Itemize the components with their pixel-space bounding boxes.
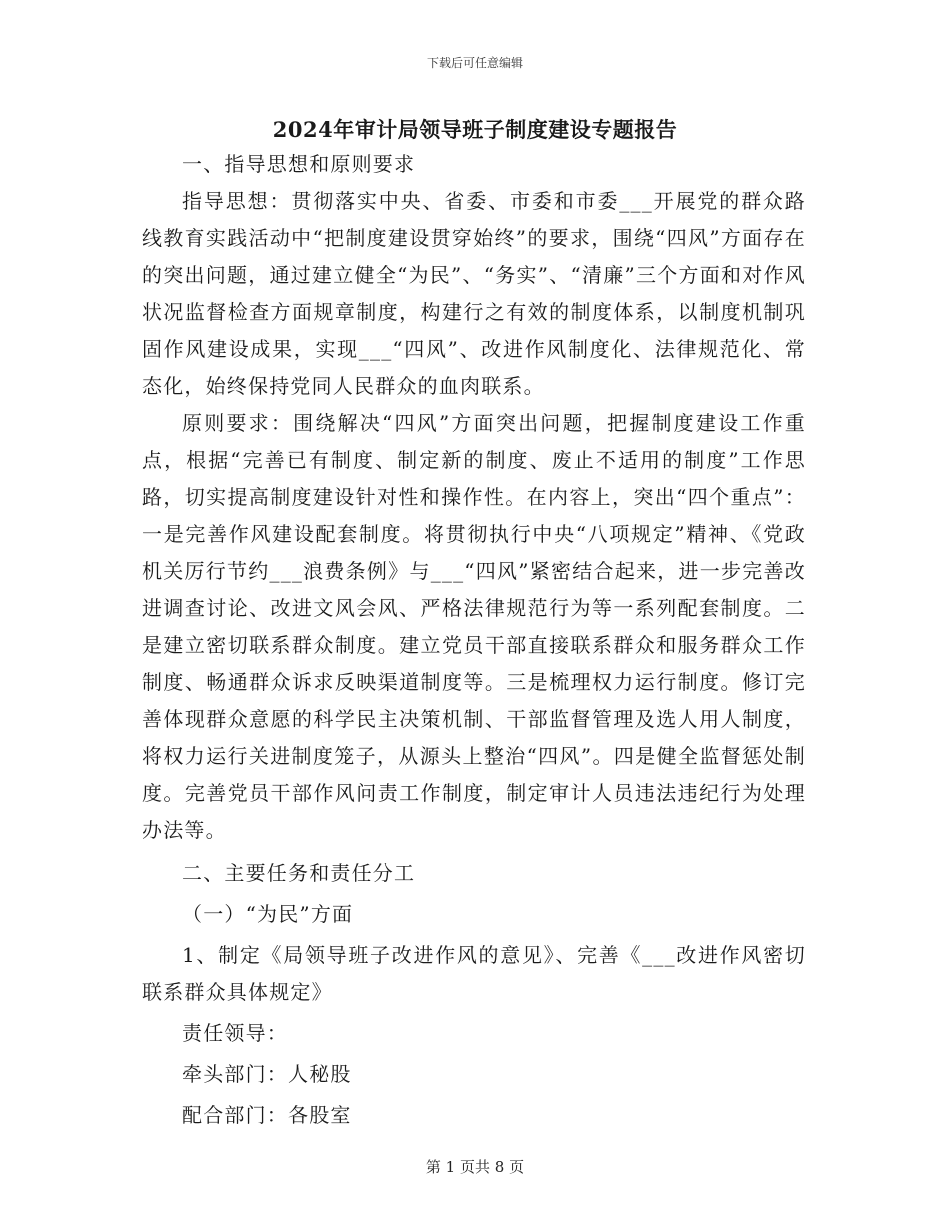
responsible-leader-line: 责任领导：	[182, 1021, 288, 1045]
header-note: 下载后可任意编辑	[426, 56, 523, 70]
cooperating-department-line: 配合部门：各股室	[182, 1103, 352, 1127]
task-item-1: 1、制定《局领导班子改进作风的意见》、完善《___改进作风密切联系群众具体规定》	[142, 943, 806, 1004]
subsection-heading: （一）“为民”方面	[182, 902, 354, 926]
principle-requirements-paragraph: 原则要求：围绕解决“四风”方面突出问题，把握制度建设工作重点，根据“完善已有制度、制定新的制度、废止不适用的制度”工作思路，切实提高制度建设针对性和操作性。在内容上，突出“四个重点”：一是完善作风建设配套制度。将贯彻执行中央“八项规定”精神、《党政机关厉行节约___浪费条例》与___“四风”紧密结合起来，进一步完善改进调查讨论、改进文风会风、严格法律规范行为等一系列配套制度。二是建立密切联系群众制度。建立党员干部直接联系群众和服务群众工作制度、畅通群众诉求反映渠道制度等。三是梳理权力运行制度。修订完善体现群众意愿的科学民主决策机制、干部监督管理及选人用人制度，将权力运行关进制度笼子，从源头上整治“四风”。四是健全监督惩处制度。完善党员干部作风问责工作制度，制定审计人员违法违纪行为处理办法等。	[142, 411, 806, 842]
document-title: 2024年审计局领导班子制度建设专题报告	[272, 117, 678, 142]
document-body	[142, 146, 806, 1134]
page-footer: 第 1 页共 8 页	[425, 1158, 525, 1176]
section-heading-2: 二、主要任务和责任分工	[182, 861, 416, 885]
lead-department-line: 牵头部门：人秘股	[182, 1062, 352, 1086]
guiding-ideology-paragraph: 指导思想：贯彻落实中央、省委、市委和市委___开展党的群众路线教育实践活动中“把制度建设贯穿始终”的要求，围绕“四风”方面存在的突出问题，通过建立健全“为民”、“务实”、“清廉”三个方面和对作风状况监督检查方面规章制度，构建行之有效的制度体系，以制度机制巩固作风建设成果，实现___“四风”、改进作风制度化、法律规范化、常态化，始终保持党同人民群众的血肉联系。	[142, 189, 806, 398]
section-heading-1: 一、指导思想和原则要求	[182, 152, 416, 176]
